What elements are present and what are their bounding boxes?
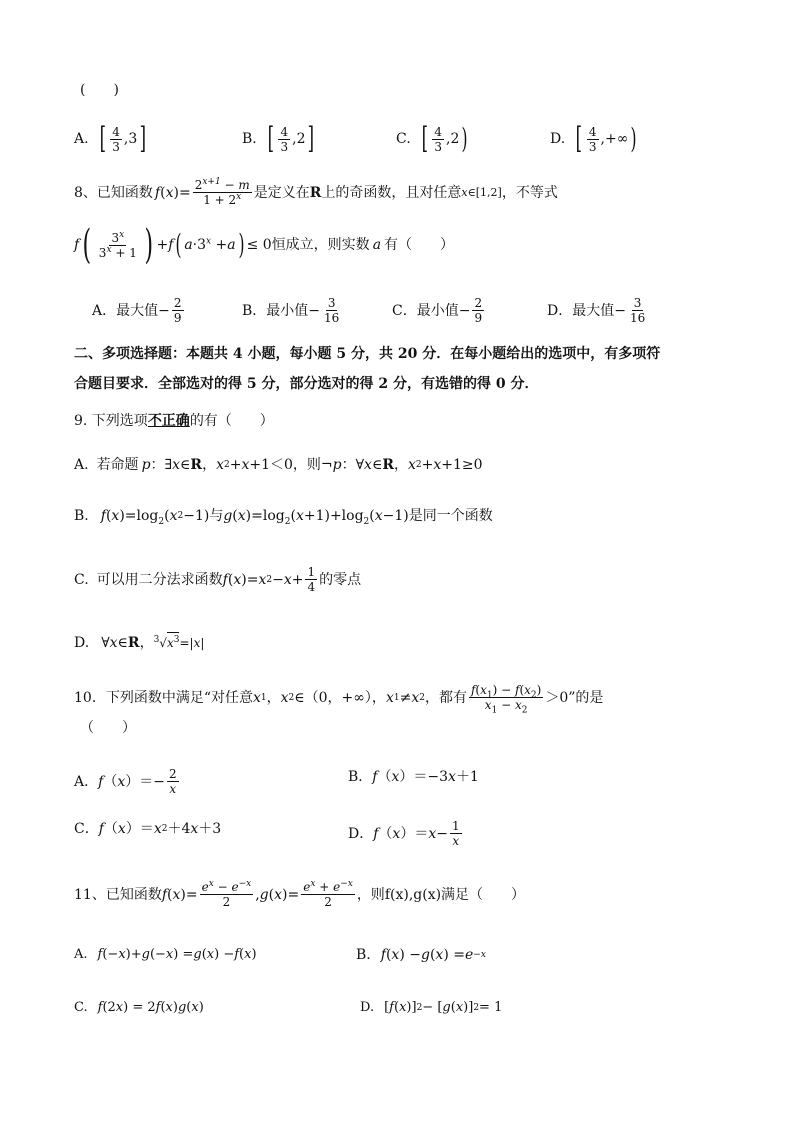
q7-c-den: 3 <box>434 139 443 154</box>
q9-b-text2: 是同一个函数 <box>408 508 493 524</box>
q8-inequality: f ( $\frac{3^x}{3^x + 1}$ ) + f ( a $\cdot 3^x$ + a ) ≤ 0 恒成立，则实数 a 有（ ） <box>74 222 455 268</box>
q8-text5: 恒成立，则实数 <box>271 237 370 253</box>
q7-option-d: D. [ $\frac{4}{3}$ , +∞ ) <box>550 121 637 156</box>
q8-function-fraction: $\frac{2^{x+1} - m}{1 + 2^x}$ <box>194 177 250 207</box>
q9-option-a: A. 若命题 p ：∃ x ∈ R ， x 2 + x +1＜0 ，则 ¬ p ：∀ x ∈ R ， x 2 + x +1≥0 <box>74 457 483 473</box>
q7-option-b: B. [ $\frac{4}{3}$ , 2 ] <box>242 121 315 156</box>
q9-d-label: D. <box>74 634 90 651</box>
q9-b-text1: 与 <box>209 508 224 524</box>
q9-option-d: D. ∀ x ∈ R ， $^3$√ $x^3$ =| x | <box>74 632 204 653</box>
q10-option-d: D． f （ x ）＝ x − $\frac{1}{x}$ <box>348 819 460 848</box>
q8-number: 8、 <box>74 184 97 201</box>
q9-option-b: B. f ( x )$=\log_2$( x 2 −1) 与 g ( x )$=\log_2$( x $+1)+\log_2$( x −1) 是同一个函数 <box>74 508 493 527</box>
q7-b-label: B. <box>242 131 257 147</box>
q8-c-text: C．最小值 <box>392 302 459 319</box>
q11-option-c: C. f (2 x ) = 2 f ( x ) g ( x ) <box>74 998 204 1018</box>
q7-paren <box>80 80 119 100</box>
q7-b-end: 2 <box>296 131 306 147</box>
q9-c-den: 4 <box>307 580 316 594</box>
q7-option-c: C. [ $\frac{4}{3}$ , 2 ) <box>396 121 468 156</box>
q11-c-label: C. <box>74 1000 88 1015</box>
q8-stem: 8、 已知函数 f ( x )= $\frac{2^{x+1} - m}{1 + 2^x}$ 是定义在 R 上的奇函数，且对任意 x∈[1,2] ，不等式 <box>74 177 558 207</box>
q7-c-num: 4 <box>434 124 443 139</box>
q8-d-num: 3 <box>633 296 642 310</box>
q8-d-den: 16 <box>629 311 646 325</box>
q9-option-c: C. 可以用二分法求函数 f ( x )= x 2 − x + $\frac{1}{4}$ 的零点 <box>74 565 362 594</box>
q7-d-num: 4 <box>588 124 597 139</box>
q9-c-text2: 的零点 <box>319 571 362 588</box>
q8-text3: 上的奇函数，且对任意 <box>321 184 462 201</box>
q10-stem2: ∈（0，+∞）， <box>294 689 386 706</box>
q8-option-d: D．最大值 − $\frac{3}{16}$ <box>547 296 646 325</box>
q8-real-set: R <box>309 184 322 201</box>
q8-a-num: 2 <box>173 296 182 310</box>
q8-a-text: A．最大值 <box>92 302 159 319</box>
q7-d-end: +∞ <box>605 131 629 147</box>
q7-c-label: C. <box>396 131 411 147</box>
q10-a-label: A． <box>74 773 99 790</box>
q9-stem-underlined: 不正确 <box>147 413 190 429</box>
section2-line2: 合题目要求．全部选对的得 5 分，部分选对的得 2 分，有选错的得 0 分． <box>74 376 539 392</box>
q8-b-num: 3 <box>327 296 336 310</box>
q10-stem1: 10．下列函数中满足“对任意 <box>74 689 253 706</box>
q7-d-label: D. <box>550 131 566 147</box>
q9-a-label: A. <box>74 457 89 473</box>
q10-stem4: ＞0”的是 <box>545 689 604 706</box>
q8-a-den: 9 <box>173 311 182 325</box>
q9-stem1: 9. 下列选项 <box>74 413 148 429</box>
q11-b-label: B. <box>356 947 371 963</box>
q10-stem3: ，都有 <box>424 689 467 706</box>
q7-c-end: 2 <box>450 131 460 147</box>
q9-stem2: 的有（ ） <box>189 413 274 429</box>
q11-stem: 11、已知函数 f ( x )= $\frac{e^x - e^{-x}}{2}$ , g ( x )= $\frac{e^x + e^{-x}}{2}$ ，则 f(x),g(x) 满足（ ） <box>74 879 526 909</box>
q8-text6: 有（ ） <box>384 237 455 253</box>
q7-d-den: 3 <box>588 139 597 154</box>
q10-option-c: C． f （ x ）＝ x 2 ＋4 x ＋3 <box>74 821 222 837</box>
q8-b-den: 16 <box>324 311 340 325</box>
q11-d-label: D. <box>360 1000 375 1015</box>
q10-paren: （ ） <box>80 720 136 736</box>
q10-stem: 10．下列函数中满足“对任意 x 1 ， x 2 ∈（0，+∞）， x 1 ≠ x 2 ，都有 $\frac{f(x_1) - f(x_2)}{x_1 - x_2}$ ＞0”的是 <box>74 683 604 716</box>
q9-a-text2: ，则 <box>292 457 321 473</box>
q10-option-a: A． f （ x ）＝− $\frac{2}{x}$ <box>74 767 177 796</box>
q11-option-d: D. [ f ( x )] 2 − [ g ( x )] 2 = 1 <box>360 998 502 1018</box>
q9-b-label: B. <box>74 508 89 524</box>
q11-stem2: ，则 <box>356 886 385 903</box>
q11-a-label: A. <box>74 947 88 962</box>
q10-b-label: B． <box>348 769 373 785</box>
q9-c-text1: 可以用二分法求函数 <box>96 571 223 588</box>
q8-d-text: D．最大值 <box>547 302 615 319</box>
q9-c-label: C. <box>74 571 89 588</box>
q7-b-num: 4 <box>280 124 289 139</box>
q8-b-text: B．最小值 <box>242 302 309 319</box>
q9-c-num: 1 <box>307 565 316 579</box>
q11-stem1: 11、已知函数 <box>74 886 162 903</box>
q11-option-a: A. f (− x )+ g (− x ) = g ( x ) − f ( x ) <box>74 945 257 965</box>
q8-text2: 是定义在 <box>253 184 310 201</box>
q8-option-b: B．最小值 − $\frac{3}{16}$ <box>242 296 340 325</box>
q8-option-a: A．最大值 − $\frac{2}{9}$ <box>92 296 182 325</box>
q8-c-num: 2 <box>474 296 483 310</box>
q8-option-c: C．最小值 − $\frac{2}{9}$ <box>392 296 483 325</box>
q7-paren-text: ( ) <box>80 82 119 98</box>
q8-text4: ，不等式 <box>501 184 558 201</box>
q9-stem <box>74 411 274 431</box>
q7-a-label: A. <box>74 131 89 147</box>
q7-a-end: 3 <box>128 131 138 147</box>
q7-b-den: 3 <box>280 139 289 154</box>
q10-d-label: D． <box>348 825 374 842</box>
q7-option-a: A. [ $\frac{4}{3}$ , 3 ] <box>74 121 147 156</box>
q7-a-den: 3 <box>112 139 120 154</box>
q7-a-num: 4 <box>112 124 120 139</box>
q8-c-den: 9 <box>474 311 483 325</box>
q10-c-label: C． <box>74 821 99 837</box>
q11-option-b: B. f ( x ) − g ( x ) = e −x <box>356 947 486 963</box>
q10-option-b: B． f （ x ）＝−3 x ＋1 <box>348 769 479 785</box>
q8-text1: 已知函数 <box>96 184 153 201</box>
q11-stem3: 满足（ ） <box>441 886 526 903</box>
q9-a-text1: 若命题 <box>96 457 139 473</box>
section2-line1: 二、多项选择题：本题共 4 小题，每小题 5 分，共 20 分．在每小题给出的选项中，有多项符 <box>74 346 661 362</box>
